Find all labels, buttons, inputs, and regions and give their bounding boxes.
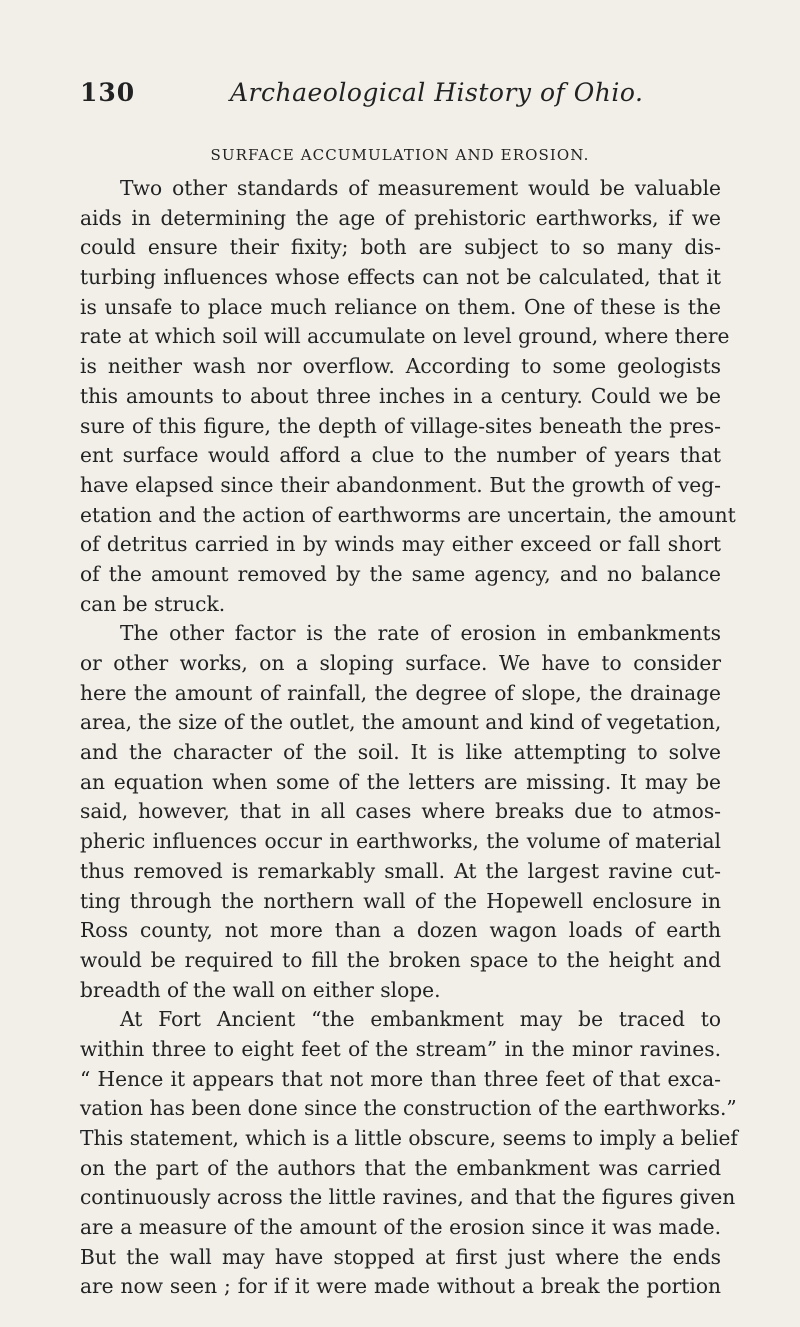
section-heading: SURFACE ACCUMULATION AND EROSION. <box>210 146 590 164</box>
text-line: ting through the northern wall of the Hopewell enclosure in <box>80 888 721 913</box>
text-line: continuously across the little ravines, and that the figures given <box>80 1185 736 1210</box>
text-line: this amounts to about three inches in a century. Could we be <box>80 383 721 408</box>
text-line: aids in determining the age of prehistoric earthworks, if we <box>80 205 721 230</box>
text-line: area, the size of the outlet, the amount and kind of vegetation, <box>80 710 722 735</box>
text-line: etation and the action of earthworms are uncertain, the amount <box>80 502 736 527</box>
text-line: rate at which soil will accumulate on level ground, where there <box>80 324 730 349</box>
text-line: Ross county, not more than a dozen wagon loads of earth <box>80 918 721 943</box>
text-line: The other factor is the rate of erosion in embankments <box>120 621 721 646</box>
text-line: could ensure their fixity; both are subject to so many dis- <box>80 235 721 260</box>
text-line: within three to eight feet of the stream” in the minor ravines. <box>80 1036 721 1061</box>
text-line: have elapsed since their abandonment. But the growth of veg- <box>80 472 721 497</box>
text-line: and the character of the soil. It is like attempting to solve <box>80 740 721 765</box>
body-text <box>80 174 738 1302</box>
text-line: Two other standards of measurement would be valuable <box>120 176 721 200</box>
running-head <box>80 78 720 118</box>
running-title: Archaeological History of Ohio. <box>230 78 644 107</box>
text-line: thus removed is remarkably small. At the largest ravine cut- <box>80 858 721 883</box>
text-line: sure of this figure, the depth of village-sites beneath the pres- <box>80 413 721 438</box>
text-line: said, however, that in all cases where breaks due to atmos- <box>80 799 721 824</box>
text-line: breadth of the wall on either slope. <box>80 977 441 1002</box>
text-line: an equation when some of the letters are missing. It may be <box>80 769 721 794</box>
text-line: is unsafe to place much reliance on them. One of these is the <box>80 294 721 319</box>
page-number: 130 <box>80 78 136 107</box>
text-line: of detritus carried in by winds may either exceed or fall short <box>80 532 721 557</box>
text-line: are now seen ; for if it were made without a break the portion <box>80 1274 721 1299</box>
text-line: turbing influences whose effects can not be calculated, that it <box>80 265 721 290</box>
text-line: here the amount of rainfall, the degree of slope, the drainage <box>80 680 721 705</box>
text-line: of the amount removed by the same agency, and no balance <box>80 561 721 586</box>
text-line: This statement, which is a little obscure, seems to imply a belief <box>80 1126 738 1150</box>
text-line: would be required to fill the broken space to the height and <box>80 947 721 972</box>
text-line: At Fort Ancient “the embankment may be traced to <box>120 1007 721 1032</box>
text-line: pheric influences occur in earthworks, the volume of material <box>80 829 721 854</box>
text-line: on the part of the authors that the embankment was carried <box>80 1155 721 1180</box>
text-line: vation has been done since the construction of the earthworks.” <box>80 1096 737 1121</box>
text-line: are a measure of the amount of the erosion since it was made. <box>80 1215 721 1240</box>
text-line: “ Hence it appears that not more than three feet of that exca- <box>80 1066 721 1091</box>
text-line: But the wall may have stopped at first just where the ends <box>80 1244 721 1269</box>
text-line: or other works, on a sloping surface. We have to consider <box>80 651 721 675</box>
text-line: ent surface would afford a clue to the number of years that <box>80 443 721 468</box>
text-line: is neither wash nor overflow. According to some geologists <box>80 354 721 379</box>
text-line: can be struck. <box>80 591 226 616</box>
